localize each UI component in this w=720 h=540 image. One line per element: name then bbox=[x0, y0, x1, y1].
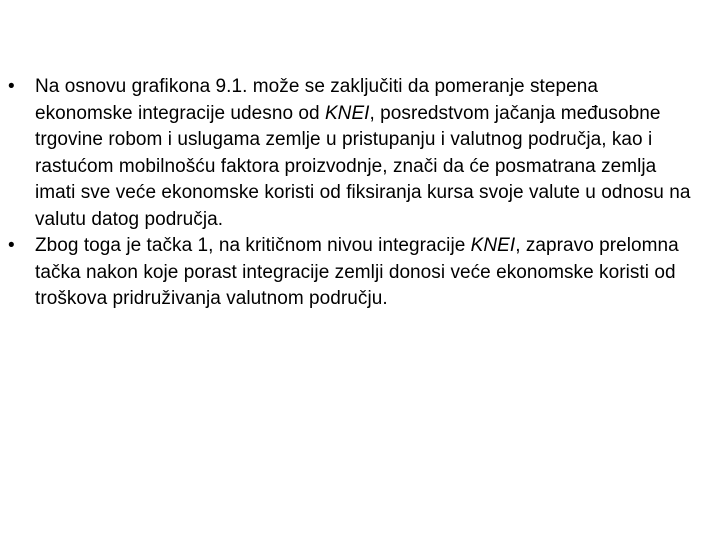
bullet-text-part: Na osnovu grafikona 9.1. može se zaključiti da pomeranje stepena ekonomske integracije udesno od bbox=[35, 76, 598, 124]
bullet-list bbox=[8, 74, 698, 313]
knei-term: KNEI bbox=[470, 235, 516, 256]
bullet-text-part: Zbog toga je tačka 1, na kritičnom nivou integracije bbox=[35, 235, 471, 256]
knei-term: KNEI bbox=[324, 102, 370, 124]
bullet-text-part: , zapravo prelomna tačka nakon koje porast integracije zemlji donosi veće ekonomske koristi od troškova pridruživanja valutnom području. bbox=[35, 235, 679, 309]
bullet-marker: • bbox=[8, 76, 15, 97]
bullet-text bbox=[35, 235, 679, 309]
bullet-text-part: , posredstvom jačanja međusobne trgovine robom i uslugama zemlje u pristupanju i valutnog područja, kao i rastućom mobilnošću faktora proizvodnje, znači da će posmatrana zemlja imati sve veće ekonomske koristi od fiksiranja kursa svoje valute u odnosu na valutu datog područja. bbox=[35, 102, 691, 230]
bullet-marker: • bbox=[8, 235, 15, 256]
bullet-item bbox=[8, 74, 698, 233]
bullet-item bbox=[8, 233, 698, 313]
bullet-text bbox=[35, 76, 690, 230]
